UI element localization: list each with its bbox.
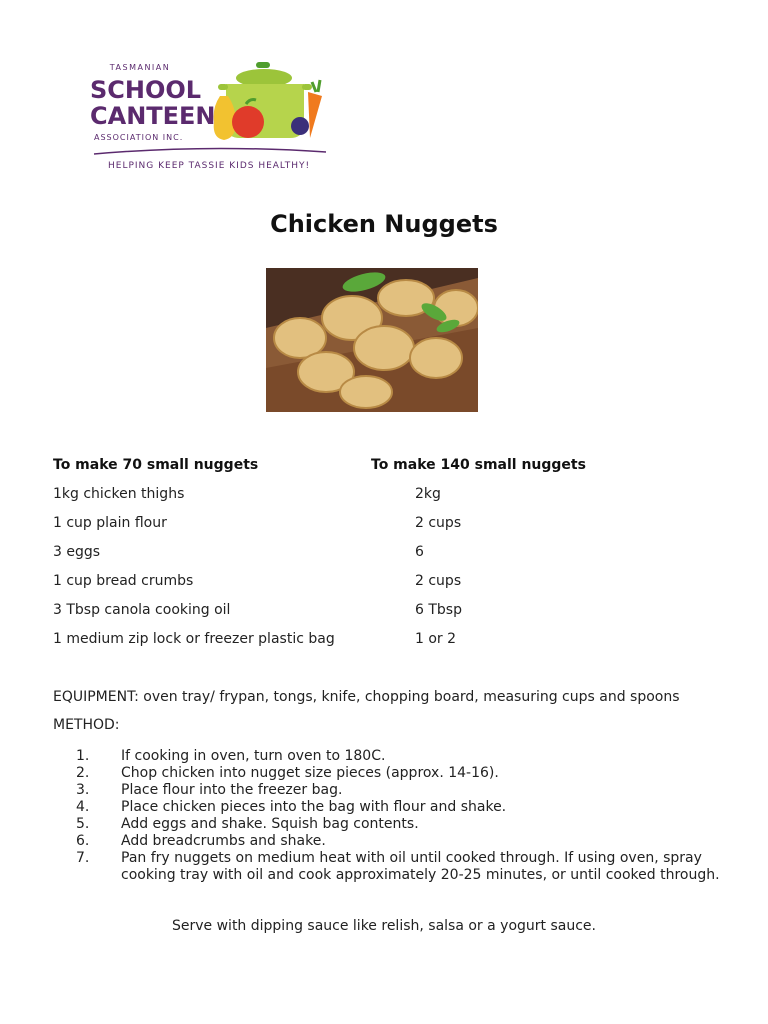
apple-icon (232, 106, 264, 138)
serving-suggestion: Serve with dipping sauce like relish, salsa or a yogurt sauce. (172, 918, 596, 934)
header-70-nuggets: To make 70 small nuggets (53, 457, 259, 473)
step-text: Place flour into the freezer bag. (121, 782, 343, 798)
step-number: 6. (76, 833, 90, 849)
method-step (0, 799, 768, 816)
ingredient-double: 1 or 2 (415, 631, 457, 647)
method-steps (0, 748, 768, 901)
method-step (0, 816, 768, 833)
ingredient-double: 2kg (415, 486, 441, 502)
logo-line-2: SCHOOL (90, 76, 202, 104)
step-text: Place chicken pieces into the bag with flour and shake. (121, 799, 507, 815)
ingredient-double: 2 cups (415, 573, 462, 589)
ingredient-item: 1 cup plain flour (53, 515, 167, 531)
ingredient-item: 3 Tbsp canola cooking oil (53, 602, 231, 618)
header-140-nuggets: To make 140 small nuggets (371, 457, 586, 473)
step-number: 3. (76, 782, 90, 798)
step-text: Add eggs and shake. Squish bag contents. (121, 816, 419, 832)
carrot-icon (308, 92, 322, 138)
logo-tagline: HELPING KEEP TASSIE KIDS HEALTHY! (108, 161, 311, 171)
ingredient-item: 1 cup bread crumbs (53, 573, 194, 589)
ingredient-item: 3 eggs (53, 544, 101, 560)
ingredient-item: 1 medium zip lock or freezer plastic bag (53, 631, 335, 647)
step-number: 5. (76, 816, 90, 832)
logo-line-1: TASMANIAN (109, 63, 171, 72)
method-step (0, 833, 768, 850)
ingredient-double: 2 cups (415, 515, 462, 531)
step-text: Pan fry nuggets on medium heat with oil until cooked through. If using oven, spray cooking tray with oil and cook approximately 20-25 minutes, or until cooked through. (121, 850, 720, 883)
ingredient-double: 6 (415, 544, 424, 560)
chicken-nuggets-photo (266, 268, 478, 412)
logo-line-3: CANTEEN (90, 102, 216, 130)
page-title: Chicken Nuggets (270, 210, 498, 238)
equipment-line: EQUIPMENT: oven tray/ frypan, tongs, knife, chopping board, measuring cups and spoons (53, 689, 680, 705)
step-text: Add breadcrumbs and shake. (121, 833, 326, 849)
association-logo (86, 56, 336, 174)
method-label: METHOD: (53, 717, 120, 733)
logo-swoosh (94, 148, 326, 154)
method-step (0, 765, 768, 782)
step-number: 7. (76, 850, 90, 866)
step-number: 1. (76, 748, 90, 764)
ingredient-double: 6 Tbsp (415, 602, 462, 618)
logo-line-4: ASSOCIATION INC. (94, 133, 184, 142)
step-number: 2. (76, 765, 90, 781)
plum-icon (291, 117, 309, 135)
step-text: If cooking in oven, turn oven to 180C. (121, 748, 386, 764)
step-number: 4. (76, 799, 90, 815)
step-text: Chop chicken into nugget size pieces (approx. 14-16). (121, 765, 499, 781)
ingredient-item: 1kg chicken thighs (53, 486, 185, 502)
method-step (0, 850, 768, 901)
method-step (0, 782, 768, 799)
method-step (0, 748, 768, 765)
